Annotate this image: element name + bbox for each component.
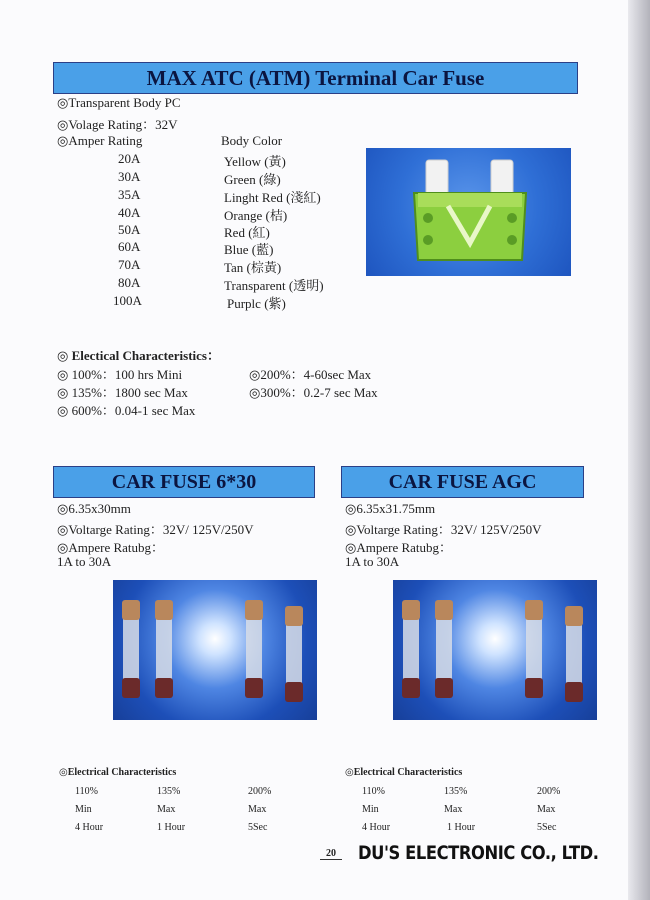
table-cell: Max xyxy=(248,804,267,815)
table-cell: Min xyxy=(362,804,379,815)
rating-amp: 30A xyxy=(118,169,141,184)
elec-item: ◎ 135%：1800 sec Max xyxy=(57,385,188,400)
car-fuse-6x30-title: CAR FUSE 6*30 xyxy=(111,471,257,493)
voltage-line: ◎Voltarge Rating：32V/ 125V/250V xyxy=(57,522,254,537)
rating-color: Linght Red (淺紅) xyxy=(224,190,321,205)
elec-characteristics-heading: ◎Electrical Characteristics xyxy=(345,767,463,778)
elec-item: ◎ 100%：100 hrs Mini xyxy=(57,367,183,382)
atc-fuse-photo xyxy=(366,148,571,276)
glass-fuse-icon xyxy=(393,580,597,720)
transparent-body-line: ◎Transparent Body PC xyxy=(57,95,181,110)
size-line: ◎6.35x31.75mm xyxy=(345,501,436,516)
table-cell: 110% xyxy=(362,786,385,797)
body-color-heading: Body Color xyxy=(221,133,283,148)
rating-amp: 40A xyxy=(118,205,141,220)
rating-color: Yellow (黃) xyxy=(224,154,286,169)
car-fuse-agc-photo xyxy=(393,580,597,720)
page-number: 20 xyxy=(320,848,342,860)
table-cell: 5Sec xyxy=(248,822,268,833)
main-title: MAX ATC (ATM) Terminal Car Fuse xyxy=(146,66,485,90)
table-cell: 110% xyxy=(75,786,98,797)
car-fuse-agc-banner xyxy=(341,466,584,498)
voltage-rating-line: ◎Volage Rating：32V xyxy=(57,117,178,132)
voltage-line: ◎Voltarge Rating：32V/ 125V/250V xyxy=(345,522,542,537)
rating-color: Tan (棕黃) xyxy=(224,260,282,275)
rating-amp: 80A xyxy=(118,275,141,290)
page-spine xyxy=(628,0,650,900)
rating-amp: 35A xyxy=(118,187,141,202)
table-cell: 135% xyxy=(444,786,468,797)
table-cell: 1 Hour xyxy=(447,822,476,833)
elec-item: ◎ 600%：0.04-1 sec Max xyxy=(57,403,196,418)
ampere-line: ◎Ampere Ratubg： xyxy=(57,540,165,555)
rating-color: Blue (藍) xyxy=(224,242,274,257)
rating-amp: 50A xyxy=(118,222,141,237)
table-cell: 4 Hour xyxy=(362,822,391,833)
elec-item: ◎300%：0.2-7 sec Max xyxy=(249,385,378,400)
amper-rating-heading: ◎Amper Rating xyxy=(57,133,143,148)
table-cell: 5Sec xyxy=(537,822,557,833)
rating-amp: 100A xyxy=(113,293,142,308)
car-fuse-6x30-photo xyxy=(113,580,317,720)
rating-amp: 20A xyxy=(118,151,141,166)
table-cell: 200% xyxy=(537,786,561,797)
rating-amp: 70A xyxy=(118,257,141,272)
table-cell: 200% xyxy=(248,786,272,797)
table-cell: Max xyxy=(157,804,176,815)
atc-fuse-icon xyxy=(366,148,571,276)
rating-amp: 60A xyxy=(118,239,141,254)
size-line: ◎6.35x30mm xyxy=(57,501,131,516)
electrical-characteristics-heading: ◎ Electical Characteristics： xyxy=(57,348,220,363)
range-line: 1A to 30A xyxy=(345,554,400,569)
ampere-line: ◎Ampere Ratubg： xyxy=(345,540,453,555)
company-name: DU'S ELECTRONIC CO., LTD. xyxy=(358,842,599,864)
table-cell: 1 Hour xyxy=(157,822,186,833)
rating-color: Red (紅) xyxy=(224,225,270,240)
table-cell: 135% xyxy=(157,786,181,797)
table-cell: Max xyxy=(537,804,556,815)
rating-color: Green (綠) xyxy=(224,172,281,187)
car-fuse-6x30-banner xyxy=(53,466,315,498)
range-line: 1A to 30A xyxy=(57,554,112,569)
table-cell: Max xyxy=(444,804,463,815)
glass-fuse-icon xyxy=(113,580,317,720)
elec-characteristics-heading: ◎Electrical Characteristics xyxy=(59,767,177,778)
rating-color: Transparent (透明) xyxy=(224,278,324,293)
table-cell: Min xyxy=(75,804,92,815)
elec-item: ◎200%：4-60sec Max xyxy=(249,367,372,382)
rating-color: Orange (桔) xyxy=(224,208,288,223)
rating-color: Purplc (紫) xyxy=(227,296,286,311)
table-cell: 4 Hour xyxy=(75,822,104,833)
main-title-banner xyxy=(53,62,578,94)
car-fuse-agc-title: CAR FUSE AGC xyxy=(388,471,537,493)
